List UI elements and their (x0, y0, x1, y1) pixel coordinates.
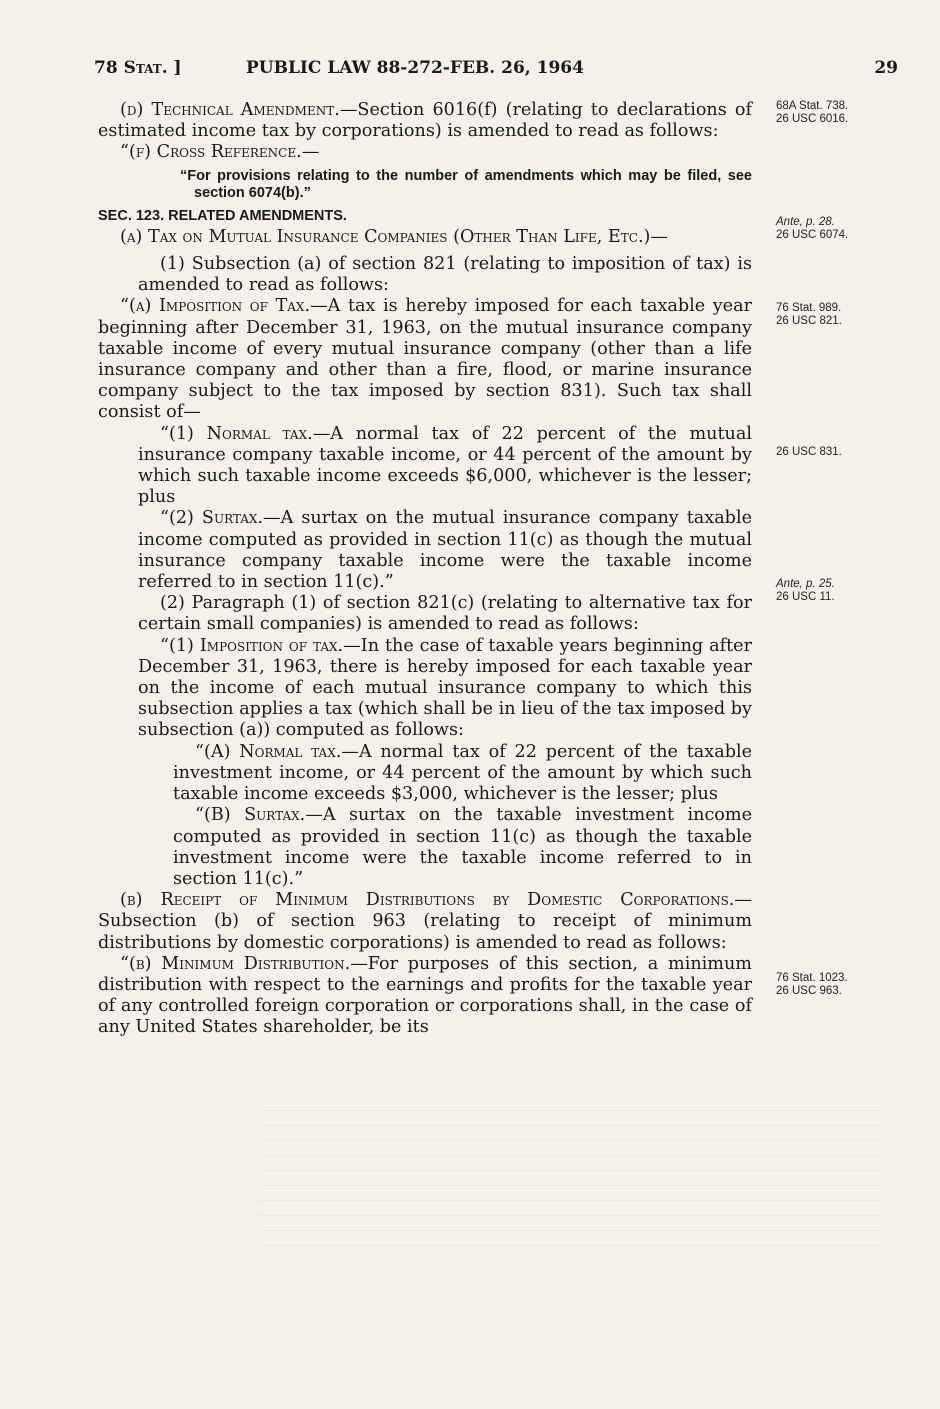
margin-note-5: Ante, p. 25. 26 USC 11. (776, 578, 835, 603)
quote-surtax: “(2) Surtax.—A surtax on the mutual insurance company taxable income computed as provided in section 11(c) as though the mutual insurance company taxable income were the taxable income referred to in section 11(c).” (138, 508, 752, 593)
header-page-number: 29 (874, 58, 898, 78)
body-text (98, 100, 752, 1039)
header-volume: 78 Stat. ] (94, 58, 182, 78)
para-b: (b) Receipt of Minimum Distributions by Domestic Corporations.—Subsection (b) of section 963 (relating to receipt of minimum distributions by domestic corporations) is amended to read as follows: (98, 890, 752, 953)
quote-B-surtax: “(B) Surtax.—A surtax on the taxable investment income computed as provided in section 11(c) as though the taxable investment income were the taxable income referred to in section 11(c).” (173, 805, 752, 889)
margin-note-6: 76 Stat. 1023. 26 USC 963. (776, 972, 848, 997)
bleed-through-texture (260, 1110, 880, 1260)
quote-imposition: “(1) Imposition of tax.—In the case of taxable years beginning after December 31, 1963, there is hereby imposed for each taxable year on the income of each mutual insurance company to which this subsection applies a tax (which shall be in lieu of the tax imposed by subsection (a)) computed as follows: (138, 635, 752, 741)
quote-minimum-distribution: “(b) Minimum Distribution.—For purposes of this section, a minimum distribution with respect to the earnings and profits for the taxable year of any controlled foreign corporation or corporations shall, in the case of any United States shareholder, be its (98, 953, 752, 1038)
header-title: PUBLIC LAW 88-272-FEB. 26, 1964 (246, 58, 584, 78)
quote-a: “(a) Imposition of Tax.—A tax is hereby imposed for each taxable year beginning after December 31, 1963, on the mutual insurance company taxable income of every mutual insurance company (other than a life insurance company and other than a fire, flood, or marine insurance company subject to the tax imposed by section 831). Such tax shall consist of— (98, 296, 752, 423)
para-d-heading: (d) Technical Amendment. (120, 100, 340, 120)
margin-note-3: 76 Stat. 989. 26 USC 821. (776, 302, 842, 327)
quote-A-normal-tax: “(A) Normal tax.—A normal tax of 22 percent of the taxable investment income, or 44 percent of the amount by which such taxable income exceeds $3,000, whichever is the lesser; plus (173, 741, 752, 805)
quote-normal-tax: “(1) Normal tax.—A normal tax of 22 percent of the mutual insurance company taxable income, or 44 percent of the amount by which such taxable income exceeds $6,000, whichever is the lesser; plus (138, 423, 752, 508)
para-a1: (1) Subsection (a) of section 821 (relating to imposition of tax) is amended to read as follows: (138, 254, 752, 296)
quote-cross-reference: “For provisions relating to the number of amendments which may be filed, see section 6074(b).” (180, 167, 752, 201)
margin-note-1: 68A Stat. 738. 26 USC 6016. (776, 100, 849, 125)
margin-note-2: Ante, p. 28. 26 USC 6074. (776, 216, 849, 241)
page-header (94, 58, 898, 84)
para-a-heading: (a) Tax on Mutual Insurance Companies (Other Than Life, Etc.)— (120, 226, 668, 247)
para-f-heading: “(f) Cross Reference.— (120, 142, 320, 163)
margin-note-4: 26 USC 831. (776, 446, 842, 458)
para-d (98, 100, 752, 142)
section-heading: SEC. 123. RELATED AMENDMENTS. (98, 207, 347, 224)
para-a2: (2) Paragraph (1) of section 821(c) (relating to alternative tax for certain small companies) is amended to read as follows: (138, 593, 752, 635)
para-d-text: —Section 6016(f) (relating to declarations of estimated income tax by corporations) is amended to read as follows: (98, 100, 753, 142)
